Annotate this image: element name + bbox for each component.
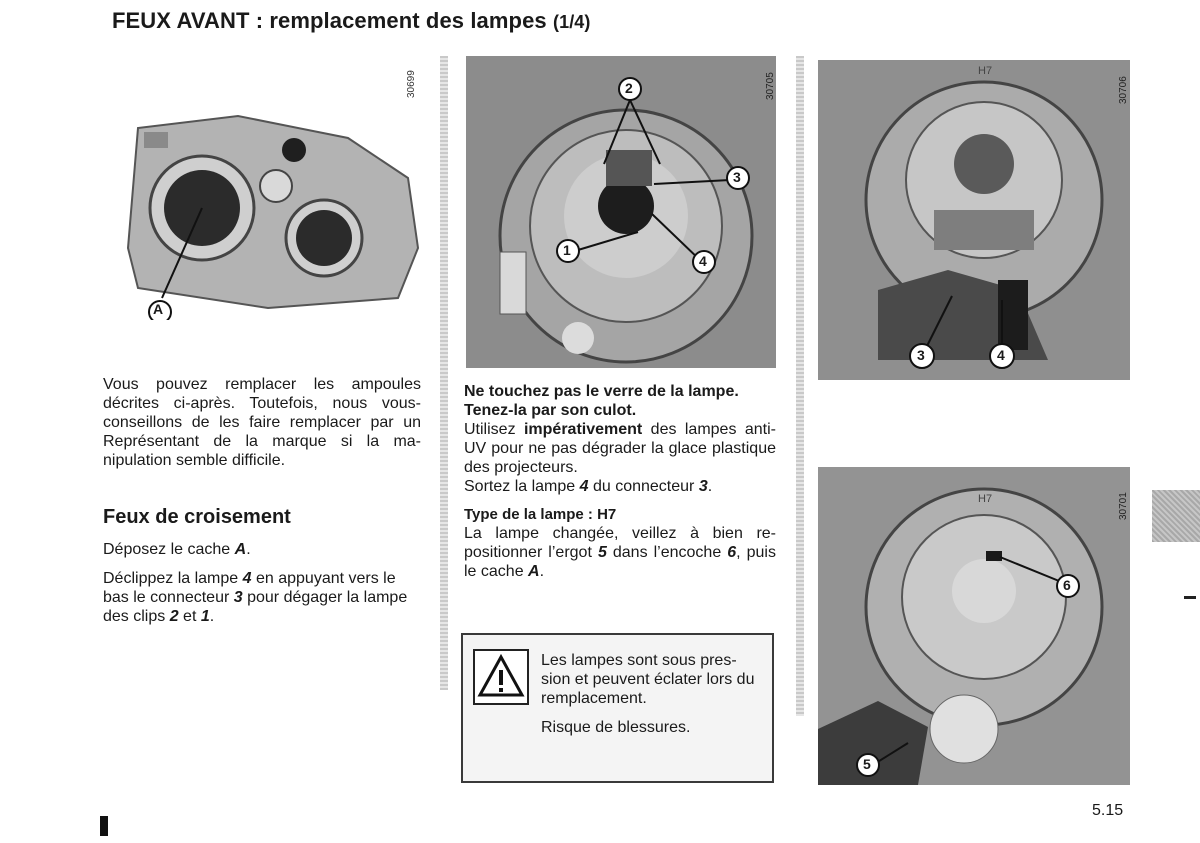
section-title: Feux de croisement (103, 506, 291, 528)
lamp-type: Type de la lampe : H7 (464, 506, 617, 523)
ref-4b: 4 (579, 478, 589, 495)
ref-a: A (234, 541, 247, 558)
remove-lamp-instruction (464, 477, 776, 496)
callout-5: 5 (863, 756, 871, 772)
text-segment: Déposez le cache (103, 541, 235, 558)
text-segment: en appuyant vers le bas le connecteur (103, 570, 396, 606)
ref-1: 1 (200, 608, 210, 625)
chapter-tab (1152, 490, 1200, 542)
bulb-label-h7: H7 (978, 65, 993, 77)
anti-uv-note (464, 420, 776, 477)
figure-ref-30706: 30706 (1118, 76, 1129, 104)
page-title-main: FEUX AVANT : remplacement des lampes (112, 8, 547, 33)
instruction-remove-cover (103, 540, 421, 559)
figure-notch-lug (818, 467, 1130, 785)
callout-3b: 3 (917, 347, 925, 363)
text-segment: . (246, 541, 251, 558)
text-segment: . (539, 563, 545, 580)
ref-4: 4 (242, 570, 252, 587)
warning-text (541, 651, 763, 747)
warning-line-2: Risque de blessures. (541, 719, 691, 736)
intro-text: Vous pouvez remplacer les ampoules décrites ci-après. Toutefois, nous vous-conseillons de les faire remplacer par un Représentant de la marque si la ma-nipulation semble difficile. (103, 376, 421, 469)
text-segment: Déclippez la lampe (103, 570, 243, 587)
figure-ref-30699: 30699 (406, 70, 417, 98)
column-divider-left (440, 56, 448, 690)
text-segment: . (707, 478, 713, 495)
callout-4: 4 (699, 253, 707, 269)
column-divider-right (796, 56, 804, 716)
figure-headlamp-rear (118, 108, 422, 320)
warning-line-1: Les lampes sont sous pres-sion et peuvent éclater lors du remplacement. (541, 652, 755, 707)
figure-ref-30705: 30705 (765, 72, 776, 100)
text-segment: La lampe changée, veillez à bien re-positionner l’ergot (464, 525, 776, 561)
warning-box (461, 633, 774, 783)
ref-5: 5 (597, 544, 607, 561)
text-segment: Utilisez (464, 421, 524, 438)
text-segment: Sortez la lampe (464, 478, 580, 495)
callout-1: 1 (563, 242, 571, 258)
callout-3: 3 (733, 169, 741, 185)
figure-bulb-clips (466, 56, 776, 368)
text-segment: dans l’encoche (606, 544, 728, 561)
page-number: 5.15 (1092, 802, 1124, 819)
ref-3: 3 (233, 589, 243, 606)
text-segment: pour dégager la lampe des clips (103, 589, 408, 625)
page-title (112, 8, 591, 34)
handling-warning (464, 382, 776, 420)
margin-bar (100, 816, 108, 836)
text-segment: . (209, 608, 215, 625)
callout-6: 6 (1063, 577, 1071, 593)
ref-a2: A (528, 563, 540, 580)
middle-column (464, 382, 776, 581)
margin-dash (1184, 596, 1196, 599)
bulb-label-h7-2: H7 (978, 493, 993, 505)
callout-a: A (153, 301, 164, 317)
page-title-fraction: (1/4) (552, 12, 591, 32)
figure-connector (818, 60, 1130, 380)
figure-ref-30701: 30701 (1118, 492, 1129, 520)
text-segment: des lampes anti-UV pour ne pas dégrader la glace plastique des projecteurs. (464, 421, 776, 476)
bold-line-2: Tenez-la par son culot. (464, 402, 637, 419)
callout-2: 2 (625, 80, 633, 96)
ref-3b: 3 (698, 478, 708, 495)
reposition-instruction (464, 524, 776, 581)
text-segment: , puis le cache (464, 544, 776, 580)
callout-4b: 4 (997, 347, 1005, 363)
emphasis-imperatively: impérativement (523, 421, 643, 438)
ref-6: 6 (727, 544, 737, 561)
instruction-unclip-lamp (103, 569, 421, 626)
text-segment: du connecteur (588, 478, 699, 495)
left-instructions (103, 540, 421, 634)
text-segment: et (178, 608, 201, 625)
intro-paragraph (103, 375, 421, 478)
bold-line-1: Ne touchez pas le verre de la lampe. (464, 383, 739, 400)
ref-2: 2 (169, 608, 179, 625)
warning-triangle-icon (473, 649, 529, 705)
